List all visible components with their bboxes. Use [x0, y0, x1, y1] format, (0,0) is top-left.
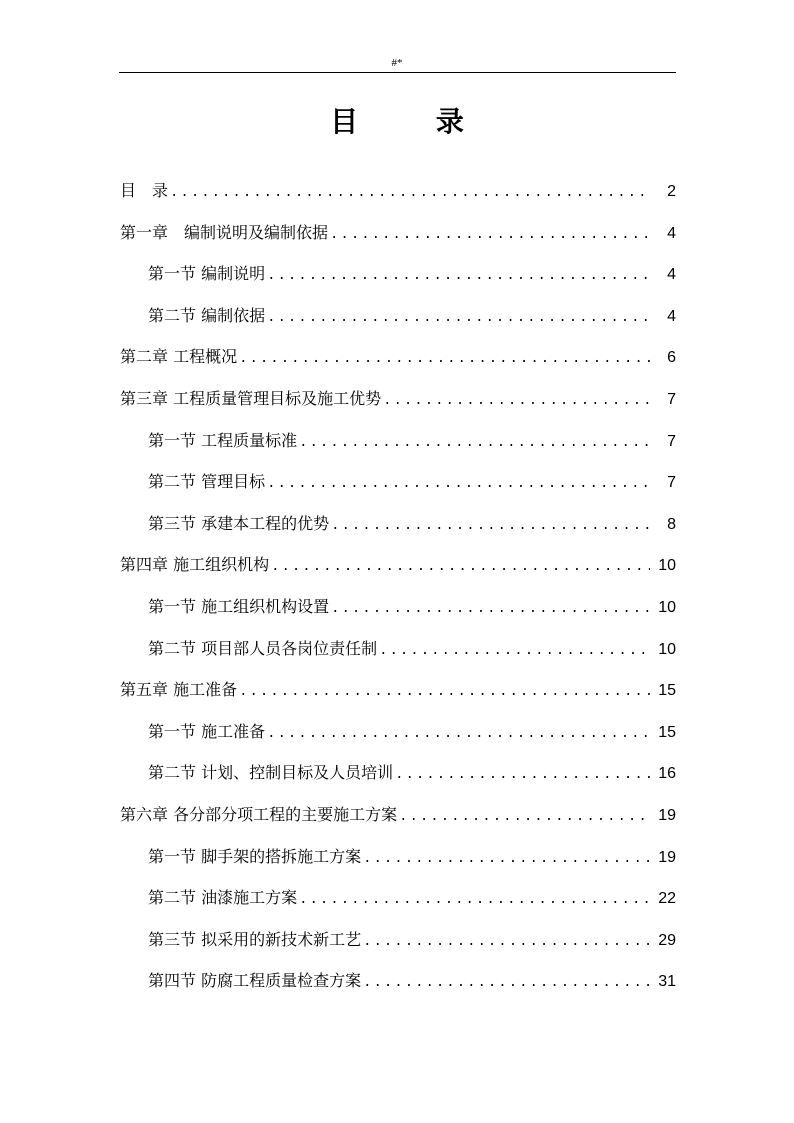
toc-entry[interactable]	[148, 919, 676, 961]
toc-entry[interactable]	[120, 794, 676, 836]
toc-dot-leader	[271, 546, 650, 588]
toc-page-number: 15	[658, 723, 676, 741]
toc-page-number: 19	[658, 807, 676, 824]
toc-page-number: 8	[667, 515, 676, 533]
toc-entry-label: 第四章 施工组织机构	[120, 555, 270, 575]
toc-dot-leader	[363, 962, 650, 1004]
toc-page-number: 7	[667, 391, 676, 408]
toc-page-number: 4	[667, 224, 676, 242]
toc-entry[interactable]	[148, 711, 676, 753]
toc-page-number: 16	[658, 765, 676, 783]
toc-page-number: 15	[658, 682, 676, 700]
toc-page-number: 19	[658, 848, 676, 866]
toc-dot-leader	[330, 214, 650, 256]
toc-entry-label: 第六章 各分部分项工程的主要施工方案	[120, 805, 398, 824]
toc-dot-leader	[239, 671, 650, 713]
toc-dot-leader	[379, 630, 650, 672]
toc-page-number: 2	[667, 183, 676, 200]
toc-entry[interactable]	[148, 586, 676, 628]
toc-entry-label: 第一章 编制说明及编制依据	[120, 222, 329, 242]
toc-entry[interactable]	[148, 628, 676, 670]
toc-entry[interactable]	[120, 212, 676, 254]
toc-entry-label: 第一节 脚手架的搭拆施工方案	[148, 846, 362, 866]
toc-entry[interactable]	[120, 170, 676, 212]
toc-entry-label: 第五章 施工准备	[120, 680, 238, 700]
toc-page-number: 29	[658, 931, 676, 949]
toc-entry[interactable]	[148, 461, 676, 503]
toc-dot-leader	[239, 338, 650, 380]
toc-dot-leader	[299, 879, 650, 921]
toc-entry-label: 第三节 承建本工程的优势	[148, 513, 330, 533]
toc-dot-leader	[267, 713, 650, 755]
toc-entry-label: 第三章 工程质量管理目标及施工优势	[120, 389, 382, 408]
toc-entry-label: 第二节 油漆施工方案	[148, 888, 298, 908]
toc-entry[interactable]	[148, 503, 676, 545]
toc-dot-leader	[267, 297, 650, 339]
toc-entry-label: 第四节 防腐工程质量检查方案	[148, 971, 362, 991]
page-title: 目 录	[330, 105, 498, 138]
toc-entry[interactable]	[120, 378, 676, 420]
toc-entry[interactable]	[148, 960, 676, 1002]
toc-entry[interactable]	[120, 336, 676, 378]
toc-entry[interactable]	[148, 836, 676, 878]
toc-entry[interactable]	[148, 420, 676, 462]
toc-page-number: 22	[658, 890, 676, 908]
page-header-mark: #*	[391, 57, 403, 69]
header-rule	[119, 72, 676, 73]
toc-entry-label: 第一节 工程质量标准	[148, 430, 298, 450]
toc-entry-label: 第二节 计划、控制目标及人员培训	[148, 763, 394, 783]
toc-entry-label: 第一节 编制说明	[148, 264, 266, 284]
toc-dot-leader	[267, 255, 650, 297]
toc-entry[interactable]	[120, 669, 676, 711]
toc-dot-leader	[383, 380, 650, 422]
toc-entry-label: 目 录	[120, 181, 169, 200]
toc-dot-leader	[331, 588, 650, 630]
toc-entry-label: 第一节 施工准备	[148, 721, 266, 741]
toc-dot-leader	[267, 463, 650, 505]
toc-page-number: 6	[667, 349, 676, 367]
toc-entry-label: 第二节 项目部人员各岗位责任制	[148, 638, 378, 658]
toc-dot-leader	[170, 172, 650, 214]
toc-page-number: 7	[667, 432, 676, 450]
toc-dot-leader	[363, 921, 650, 963]
toc-entry-label: 第三节 拟采用的新技术新工艺	[148, 929, 362, 949]
toc-dot-leader	[331, 505, 650, 547]
toc-entry-label: 第二章 工程概况	[120, 347, 238, 367]
toc-entry[interactable]	[148, 295, 676, 337]
toc-entry-label: 第二节 管理目标	[148, 472, 266, 492]
toc-entry-label: 第二节 编制依据	[148, 305, 266, 325]
toc-entry[interactable]	[148, 752, 676, 794]
toc-page-number: 10	[658, 557, 676, 575]
toc-dot-leader	[299, 422, 650, 464]
toc-page-number: 4	[667, 307, 676, 325]
toc-page-number: 10	[658, 599, 676, 616]
toc-page-number: 31	[658, 973, 676, 991]
toc-page-number: 10	[658, 640, 676, 658]
toc-page-number: 4	[667, 266, 676, 284]
toc-dot-leader	[395, 754, 650, 796]
toc-entry[interactable]	[148, 253, 676, 295]
toc-dot-leader	[399, 796, 650, 838]
toc-entry[interactable]	[120, 544, 676, 586]
toc-entry-label: 第一节 施工组织机构设置	[148, 597, 330, 616]
toc-dot-leader	[363, 838, 650, 880]
toc-page-number: 7	[667, 474, 676, 492]
toc-entry[interactable]	[148, 877, 676, 919]
